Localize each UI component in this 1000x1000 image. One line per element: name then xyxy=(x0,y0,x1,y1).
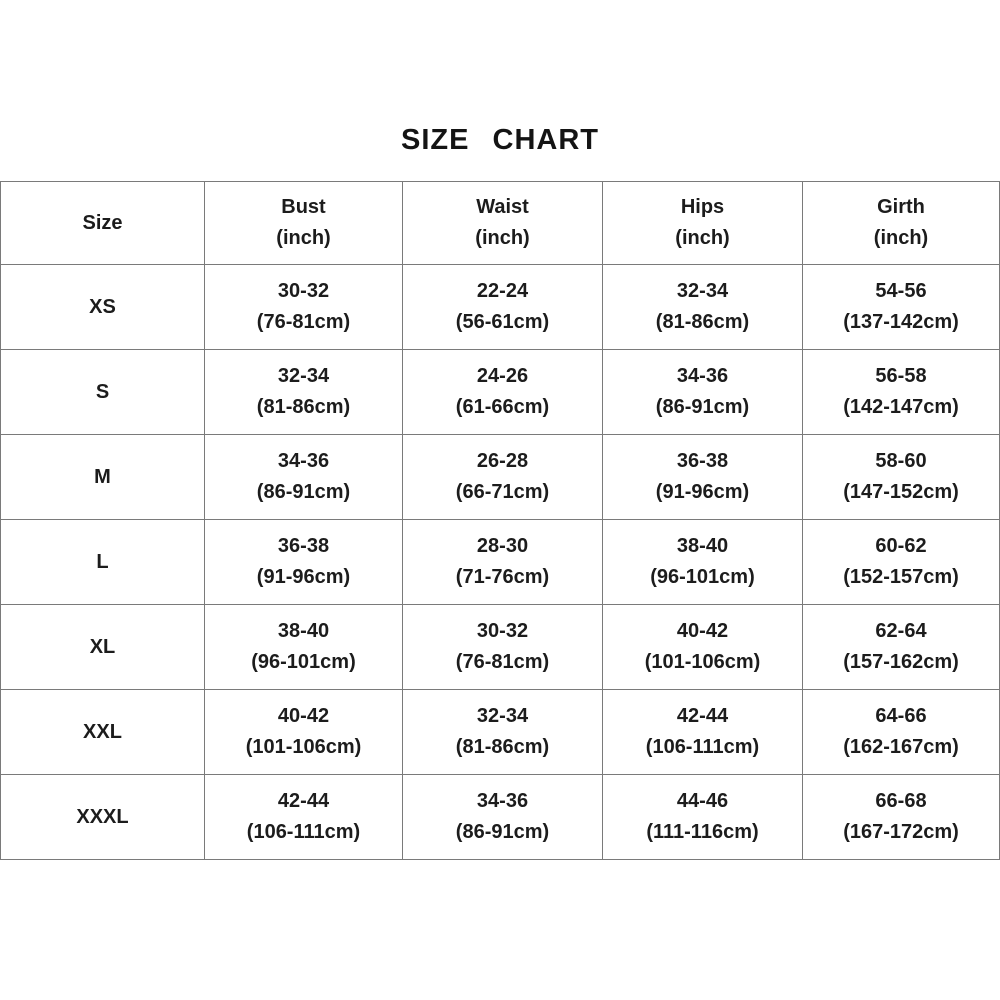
waist-cm-value: (71-76cm) xyxy=(455,566,550,588)
waist-cell xyxy=(403,520,603,605)
girth-cm-value: (162-167cm) xyxy=(843,736,959,758)
waist-cell xyxy=(403,350,603,435)
bust-inch-value: 34-36 xyxy=(277,450,330,472)
bust-cell xyxy=(205,690,403,775)
bust-cell xyxy=(205,605,403,690)
hips-cell xyxy=(603,435,803,520)
header-size-label: Size xyxy=(82,211,123,234)
size-label: XXXL xyxy=(76,805,129,828)
hips-cm-value: (111-116cm) xyxy=(646,821,759,843)
girth-inch-value: 58-60 xyxy=(875,450,927,472)
girth-inch-value: 66-68 xyxy=(875,790,927,812)
bust-inch-value: 42-44 xyxy=(277,790,330,812)
size-label: XXL xyxy=(83,720,122,743)
header-bust-unit: (inch) xyxy=(276,227,331,249)
size-cell xyxy=(1,350,205,435)
waist-cell xyxy=(403,265,603,350)
girth-inch-value: 60-62 xyxy=(875,535,927,557)
girth-cm-value: (142-147cm) xyxy=(843,396,959,418)
table-row-m xyxy=(1,435,1000,520)
header-waist-unit: (inch) xyxy=(475,227,530,249)
header-bust xyxy=(205,182,403,265)
table-row-s xyxy=(1,350,1000,435)
hips-cm-value: (101-106cm) xyxy=(644,651,761,673)
girth-cell xyxy=(803,265,1000,350)
waist-inch-value: 32-34 xyxy=(476,705,529,727)
size-label: XS xyxy=(89,295,116,318)
size-chart-table xyxy=(0,181,1000,860)
hips-inch-value: 38-40 xyxy=(676,535,729,557)
bust-cm-value: (76-81cm) xyxy=(256,311,351,333)
waist-inch-value: 30-32 xyxy=(476,620,529,642)
table-row-l xyxy=(1,520,1000,605)
girth-cell xyxy=(803,690,1000,775)
hips-cm-value: (86-91cm) xyxy=(655,396,750,418)
waist-cell xyxy=(403,690,603,775)
header-hips-label: Hips xyxy=(680,196,725,218)
girth-inch-value: 56-58 xyxy=(875,365,927,387)
bust-cm-value: (86-91cm) xyxy=(256,481,351,503)
hips-inch-value: 40-42 xyxy=(676,620,729,642)
girth-cm-value: (152-157cm) xyxy=(843,566,959,588)
waist-inch-value: 22-24 xyxy=(476,280,529,302)
hips-cm-value: (96-101cm) xyxy=(650,566,755,588)
size-cell xyxy=(1,265,205,350)
waist-cm-value: (76-81cm) xyxy=(455,651,550,673)
hips-inch-value: 32-34 xyxy=(676,280,729,302)
hips-cell xyxy=(603,350,803,435)
bust-inch-value: 38-40 xyxy=(277,620,330,642)
hips-inch-value: 34-36 xyxy=(676,365,729,387)
waist-cm-value: (66-71cm) xyxy=(455,481,550,503)
girth-cell xyxy=(803,435,1000,520)
waist-cm-value: (86-91cm) xyxy=(455,821,550,843)
bust-cm-value: (81-86cm) xyxy=(256,396,351,418)
waist-cm-value: (56-61cm) xyxy=(455,311,550,333)
table-header-row xyxy=(1,182,1000,265)
waist-inch-value: 34-36 xyxy=(476,790,529,812)
girth-inch-value: 62-64 xyxy=(875,620,927,642)
hips-cm-value: (81-86cm) xyxy=(655,311,750,333)
waist-inch-value: 24-26 xyxy=(476,365,529,387)
bust-cm-value: (106-111cm) xyxy=(246,821,361,843)
size-cell xyxy=(1,775,205,860)
hips-cell xyxy=(603,775,803,860)
waist-cell xyxy=(403,775,603,860)
girth-cm-value: (147-152cm) xyxy=(843,481,959,503)
girth-cell xyxy=(803,605,1000,690)
size-label: XL xyxy=(89,635,116,658)
header-hips xyxy=(603,182,803,265)
header-bust-label: Bust xyxy=(281,196,326,218)
header-size xyxy=(1,182,205,265)
waist-cell xyxy=(403,605,603,690)
waist-cm-value: (81-86cm) xyxy=(455,736,550,758)
bust-cm-value: (101-106cm) xyxy=(245,736,362,758)
girth-cm-value: (137-142cm) xyxy=(843,311,959,333)
header-hips-unit: (inch) xyxy=(675,227,730,249)
table-row-xxl xyxy=(1,690,1000,775)
bust-inch-value: 30-32 xyxy=(277,280,330,302)
waist-inch-value: 26-28 xyxy=(476,450,529,472)
size-cell xyxy=(1,435,205,520)
header-waist-label: Waist xyxy=(476,196,529,218)
bust-cell xyxy=(205,520,403,605)
girth-cell xyxy=(803,520,1000,605)
hips-cell xyxy=(603,690,803,775)
waist-inch-value: 28-30 xyxy=(476,535,529,557)
hips-cell xyxy=(603,605,803,690)
header-girth-unit: (inch) xyxy=(873,227,929,249)
hips-inch-value: 44-46 xyxy=(676,790,729,812)
hips-inch-value: 36-38 xyxy=(676,450,729,472)
size-cell xyxy=(1,605,205,690)
girth-inch-value: 64-66 xyxy=(875,705,927,727)
header-girth xyxy=(803,182,1000,265)
waist-cell xyxy=(403,435,603,520)
header-girth-label: Girth xyxy=(877,196,925,218)
hips-cm-value: (91-96cm) xyxy=(655,481,750,503)
header-waist xyxy=(403,182,603,265)
bust-inch-value: 32-34 xyxy=(277,365,330,387)
table-row-xs xyxy=(1,265,1000,350)
bust-inch-value: 36-38 xyxy=(277,535,330,557)
size-label: S xyxy=(95,380,110,403)
girth-inch-value: 54-56 xyxy=(875,280,927,302)
page-title: SIZE CHART xyxy=(401,124,599,156)
hips-cell xyxy=(603,520,803,605)
bust-cell xyxy=(205,265,403,350)
table-row-xxxl xyxy=(1,775,1000,860)
hips-cell xyxy=(603,265,803,350)
bust-cm-value: (96-101cm) xyxy=(251,651,356,673)
girth-cell xyxy=(803,775,1000,860)
bust-inch-value: 40-42 xyxy=(277,705,330,727)
girth-cm-value: (167-172cm) xyxy=(843,821,959,843)
table-row-xl xyxy=(1,605,1000,690)
size-label: M xyxy=(94,465,111,488)
girth-cm-value: (157-162cm) xyxy=(843,651,959,673)
hips-inch-value: 42-44 xyxy=(676,705,729,727)
bust-cell xyxy=(205,775,403,860)
girth-cell xyxy=(803,350,1000,435)
bust-cell xyxy=(205,350,403,435)
size-label: L xyxy=(96,550,109,573)
size-cell xyxy=(1,520,205,605)
bust-cell xyxy=(205,435,403,520)
bust-cm-value: (91-96cm) xyxy=(256,566,351,588)
hips-cm-value: (106-111cm) xyxy=(645,736,760,758)
waist-cm-value: (61-66cm) xyxy=(455,396,550,418)
size-cell xyxy=(1,690,205,775)
